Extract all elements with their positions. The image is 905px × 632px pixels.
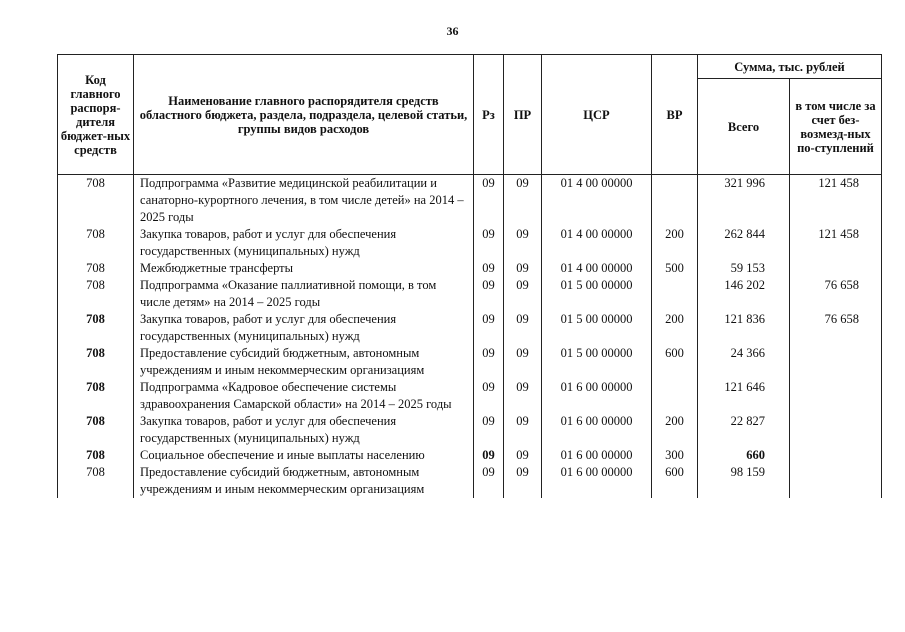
cell-total: 262 844 xyxy=(698,226,790,260)
cell-rz: 09 xyxy=(474,226,504,260)
cell-total: 146 202 xyxy=(698,277,790,311)
cell-csr: 01 6 00 00000 xyxy=(542,379,652,413)
cell-total: 98 159 xyxy=(698,464,790,498)
cell-name: Подпрограмма «Оказание паллиативной помощи, в том числе детям» на 2014 – 2025 годы xyxy=(134,277,474,311)
col-code-header: Код главного распоря-дителя бюджет-ных средств xyxy=(58,55,134,175)
table-row xyxy=(58,175,882,227)
cell-rz: 09 xyxy=(474,277,504,311)
cell-csr: 01 5 00 00000 xyxy=(542,277,652,311)
cell-rz: 09 xyxy=(474,379,504,413)
cell-vr xyxy=(652,277,698,311)
cell-incl xyxy=(790,345,882,379)
col-vr-header: ВР xyxy=(652,55,698,175)
cell-incl xyxy=(790,260,882,277)
cell-csr: 01 4 00 00000 xyxy=(542,175,652,227)
cell-code: 708 xyxy=(58,464,134,498)
cell-rz: 09 xyxy=(474,464,504,498)
cell-vr: 300 xyxy=(652,447,698,464)
table-row xyxy=(58,311,882,345)
cell-csr: 01 6 00 00000 xyxy=(542,413,652,447)
cell-total: 121 836 xyxy=(698,311,790,345)
col-csr-header: ЦСР xyxy=(542,55,652,175)
table-row xyxy=(58,277,882,311)
cell-pr: 09 xyxy=(504,345,542,379)
col-incl-header: в том числе за счет без-возмезд-ных по-ступлений xyxy=(790,79,882,175)
col-name-header: Наименование главного распорядителя средств областного бюджета, раздела, подраздела, целевой статьи, группы видов расходов xyxy=(134,55,474,175)
cell-incl: 121 458 xyxy=(790,175,882,227)
cell-name: Предоставление субсидий бюджетным, автономным учреждениям и иным некоммерческим организациям xyxy=(134,345,474,379)
cell-code: 708 xyxy=(58,311,134,345)
cell-vr: 600 xyxy=(652,464,698,498)
col-pr-header: ПР xyxy=(504,55,542,175)
cell-vr: 200 xyxy=(652,226,698,260)
table-body xyxy=(58,175,882,499)
cell-csr: 01 5 00 00000 xyxy=(542,345,652,379)
table-row xyxy=(58,260,882,277)
cell-name: Подпрограмма «Развитие медицинской реабилитации и санаторно-курортного лечения, в том числе детей» на 2014 – 2025 годы xyxy=(134,175,474,227)
table-row xyxy=(58,226,882,260)
cell-total: 321 996 xyxy=(698,175,790,227)
table-row xyxy=(58,379,882,413)
cell-vr: 500 xyxy=(652,260,698,277)
cell-incl xyxy=(790,464,882,498)
cell-rz: 09 xyxy=(474,311,504,345)
cell-pr: 09 xyxy=(504,260,542,277)
cell-csr: 01 5 00 00000 xyxy=(542,311,652,345)
cell-rz: 09 xyxy=(474,175,504,227)
col-total-header: Всего xyxy=(698,79,790,175)
cell-total: 24 366 xyxy=(698,345,790,379)
cell-code: 708 xyxy=(58,447,134,464)
cell-csr: 01 4 00 00000 xyxy=(542,260,652,277)
cell-csr: 01 4 00 00000 xyxy=(542,226,652,260)
cell-name: Закупка товаров, работ и услуг для обеспечения государственных (муниципальных) нужд xyxy=(134,226,474,260)
page-number: 36 xyxy=(446,24,459,38)
cell-incl xyxy=(790,379,882,413)
cell-vr: 600 xyxy=(652,345,698,379)
cell-pr: 09 xyxy=(504,464,542,498)
budget-table xyxy=(57,54,882,498)
cell-code: 708 xyxy=(58,379,134,413)
cell-name: Межбюджетные трансферты xyxy=(134,260,474,277)
cell-name: Подпрограмма «Кадровое обеспечение системы здравоохранения Самарской области» на 2014 – 2025 годы xyxy=(134,379,474,413)
col-rz-header: Рз xyxy=(474,55,504,175)
cell-vr: 200 xyxy=(652,413,698,447)
cell-name: Закупка товаров, работ и услуг для обеспечения государственных (муниципальных) нужд xyxy=(134,311,474,345)
cell-vr: 200 xyxy=(652,311,698,345)
cell-incl xyxy=(790,413,882,447)
cell-rz: 09 xyxy=(474,447,504,464)
cell-rz: 09 xyxy=(474,413,504,447)
cell-incl xyxy=(790,447,882,464)
cell-pr: 09 xyxy=(504,447,542,464)
cell-incl: 121 458 xyxy=(790,226,882,260)
col-sum-group-header: Сумма, тыс. рублей xyxy=(698,55,882,79)
cell-rz: 09 xyxy=(474,260,504,277)
cell-code: 708 xyxy=(58,413,134,447)
cell-name: Закупка товаров, работ и услуг для обеспечения государственных (муниципальных) нужд xyxy=(134,413,474,447)
cell-vr xyxy=(652,379,698,413)
cell-csr: 01 6 00 00000 xyxy=(542,464,652,498)
cell-total: 59 153 xyxy=(698,260,790,277)
cell-code: 708 xyxy=(58,226,134,260)
cell-pr: 09 xyxy=(504,379,542,413)
cell-incl: 76 658 xyxy=(790,277,882,311)
cell-code: 708 xyxy=(58,175,134,227)
cell-incl: 76 658 xyxy=(790,311,882,345)
cell-pr: 09 xyxy=(504,175,542,227)
cell-csr: 01 6 00 00000 xyxy=(542,447,652,464)
cell-pr: 09 xyxy=(504,413,542,447)
cell-code: 708 xyxy=(58,277,134,311)
cell-pr: 09 xyxy=(504,277,542,311)
table-row xyxy=(58,413,882,447)
cell-vr xyxy=(652,175,698,227)
cell-code: 708 xyxy=(58,345,134,379)
table-row xyxy=(58,345,882,379)
cell-total: 660 xyxy=(698,447,790,464)
cell-rz: 09 xyxy=(474,345,504,379)
table-header xyxy=(58,55,882,175)
cell-name: Социальное обеспечение и иные выплаты населению xyxy=(134,447,474,464)
table-row xyxy=(58,464,882,498)
cell-pr: 09 xyxy=(504,226,542,260)
cell-pr: 09 xyxy=(504,311,542,345)
cell-total: 121 646 xyxy=(698,379,790,413)
table-row xyxy=(58,447,882,464)
cell-name: Предоставление субсидий бюджетным, автономным учреждениям и иным некоммерческим организациям xyxy=(134,464,474,498)
cell-code: 708 xyxy=(58,260,134,277)
cell-total: 22 827 xyxy=(698,413,790,447)
